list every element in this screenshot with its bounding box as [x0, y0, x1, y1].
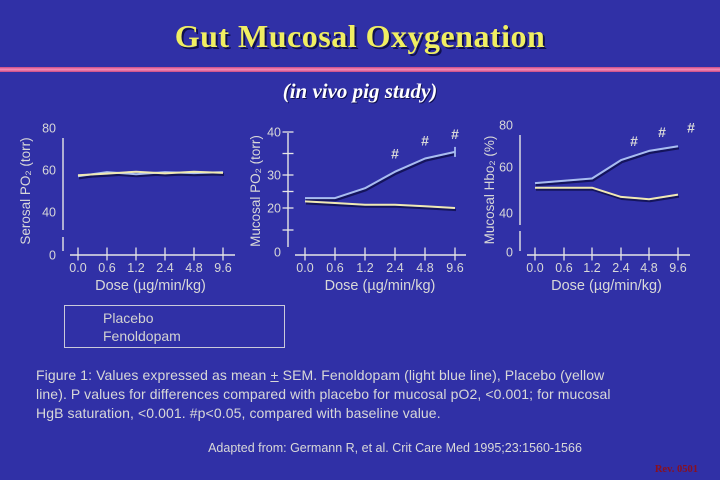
hash-annotation: #: [421, 132, 429, 149]
line-shadow: [536, 148, 679, 185]
legend-item-fenoldopam: Fenoldopam: [103, 328, 181, 344]
plus-minus-symbol: +: [270, 367, 279, 383]
caption-line-2: line). P values for differences compared with placebo for mucosal pO2, <0.001; for mucosal: [36, 386, 611, 402]
pink-divider: [0, 67, 720, 72]
y-tick-label: 40: [267, 125, 281, 140]
x-tick-label: 1.2: [127, 261, 145, 275]
x-tick-label: 9.6: [446, 261, 464, 275]
figure-caption: [36, 366, 704, 423]
y-tick-label: 40: [42, 205, 56, 220]
y-tick-label: 80: [42, 121, 56, 136]
caption-line-3: HgB saturation, <0.001. #p<0.05, compared with baseline value.: [36, 405, 441, 421]
caption-text: Figure 1: Values expressed as mean: [36, 367, 271, 383]
caption-line-1: [36, 366, 704, 385]
x-tick-label: 2.4: [156, 261, 174, 275]
hash-annotation: #: [391, 145, 399, 162]
x-tick-label: 0.0: [296, 261, 314, 275]
y-tick-label: 30: [267, 168, 281, 183]
hash-annotation: #: [630, 133, 638, 150]
y-tick-label: 0: [506, 245, 513, 260]
line-shadow: [306, 154, 456, 200]
chart-mucosal-po2: [248, 118, 480, 303]
caption-text: SEM. Fenoldopam (light blue line), Placebo (yellow: [278, 367, 605, 383]
hash-annotation: #: [451, 125, 459, 142]
revision-label: Rev. 0501: [654, 464, 698, 475]
x-axis-title: Dose (µg/min/kg): [551, 278, 662, 294]
source-citation: Adapted from: Germann R, et al. Crit Care Med 1995;23:1560-1566: [208, 441, 582, 455]
x-tick-label: 0.6: [326, 261, 344, 275]
x-axis-title: Dose (µg/min/kg): [95, 278, 206, 294]
chart-plot: [482, 118, 714, 303]
x-axis-title: Dose (µg/min/kg): [324, 278, 436, 294]
y-tick-label: 60: [499, 160, 513, 175]
y-tick-label: 80: [499, 118, 513, 133]
y-tick-label: 40: [499, 206, 513, 221]
chart-plot: [8, 118, 240, 303]
x-tick-label: 9.6: [214, 261, 232, 275]
chart-mucosal-hbo2: [482, 118, 714, 303]
x-tick-label: 0.0: [526, 261, 544, 275]
line-shadow: [536, 190, 679, 202]
x-tick-label: 4.8: [416, 261, 434, 275]
x-tick-label: 2.4: [612, 261, 630, 275]
x-tick-label: 9.6: [669, 261, 687, 275]
y-tick-label: 0: [274, 245, 281, 260]
hash-annotation: #: [687, 119, 695, 136]
slide-subtitle: (in vivo pig study): [282, 79, 438, 103]
legend-box: [64, 305, 285, 348]
legend-item-placebo: Placebo: [103, 310, 154, 326]
x-tick-label: 2.4: [386, 261, 404, 275]
x-tick-label: 1.2: [583, 261, 601, 275]
x-tick-label: 0.6: [98, 261, 116, 275]
y-axis-title: Mucosal Hbo₂ (%): [482, 135, 497, 245]
slide-title: Gut Mucosal Oxygenation: [174, 18, 546, 54]
y-axis-title: Mucosal PO₂ (torr): [248, 135, 263, 247]
hash-annotation: #: [658, 123, 666, 140]
y-tick-label: 60: [42, 163, 56, 178]
x-tick-label: 1.2: [356, 261, 374, 275]
y-tick-label: 0: [49, 248, 56, 263]
chart-plot: [248, 118, 480, 303]
x-tick-label: 0.6: [555, 261, 573, 275]
chart-serosal-po2: [8, 118, 240, 303]
x-tick-label: 4.8: [640, 261, 658, 275]
y-axis-title: Serosal PO₂ (torr): [18, 137, 33, 245]
y-tick-label: 20: [267, 201, 281, 216]
x-tick-label: 4.8: [185, 261, 203, 275]
x-tick-label: 0.0: [69, 261, 87, 275]
